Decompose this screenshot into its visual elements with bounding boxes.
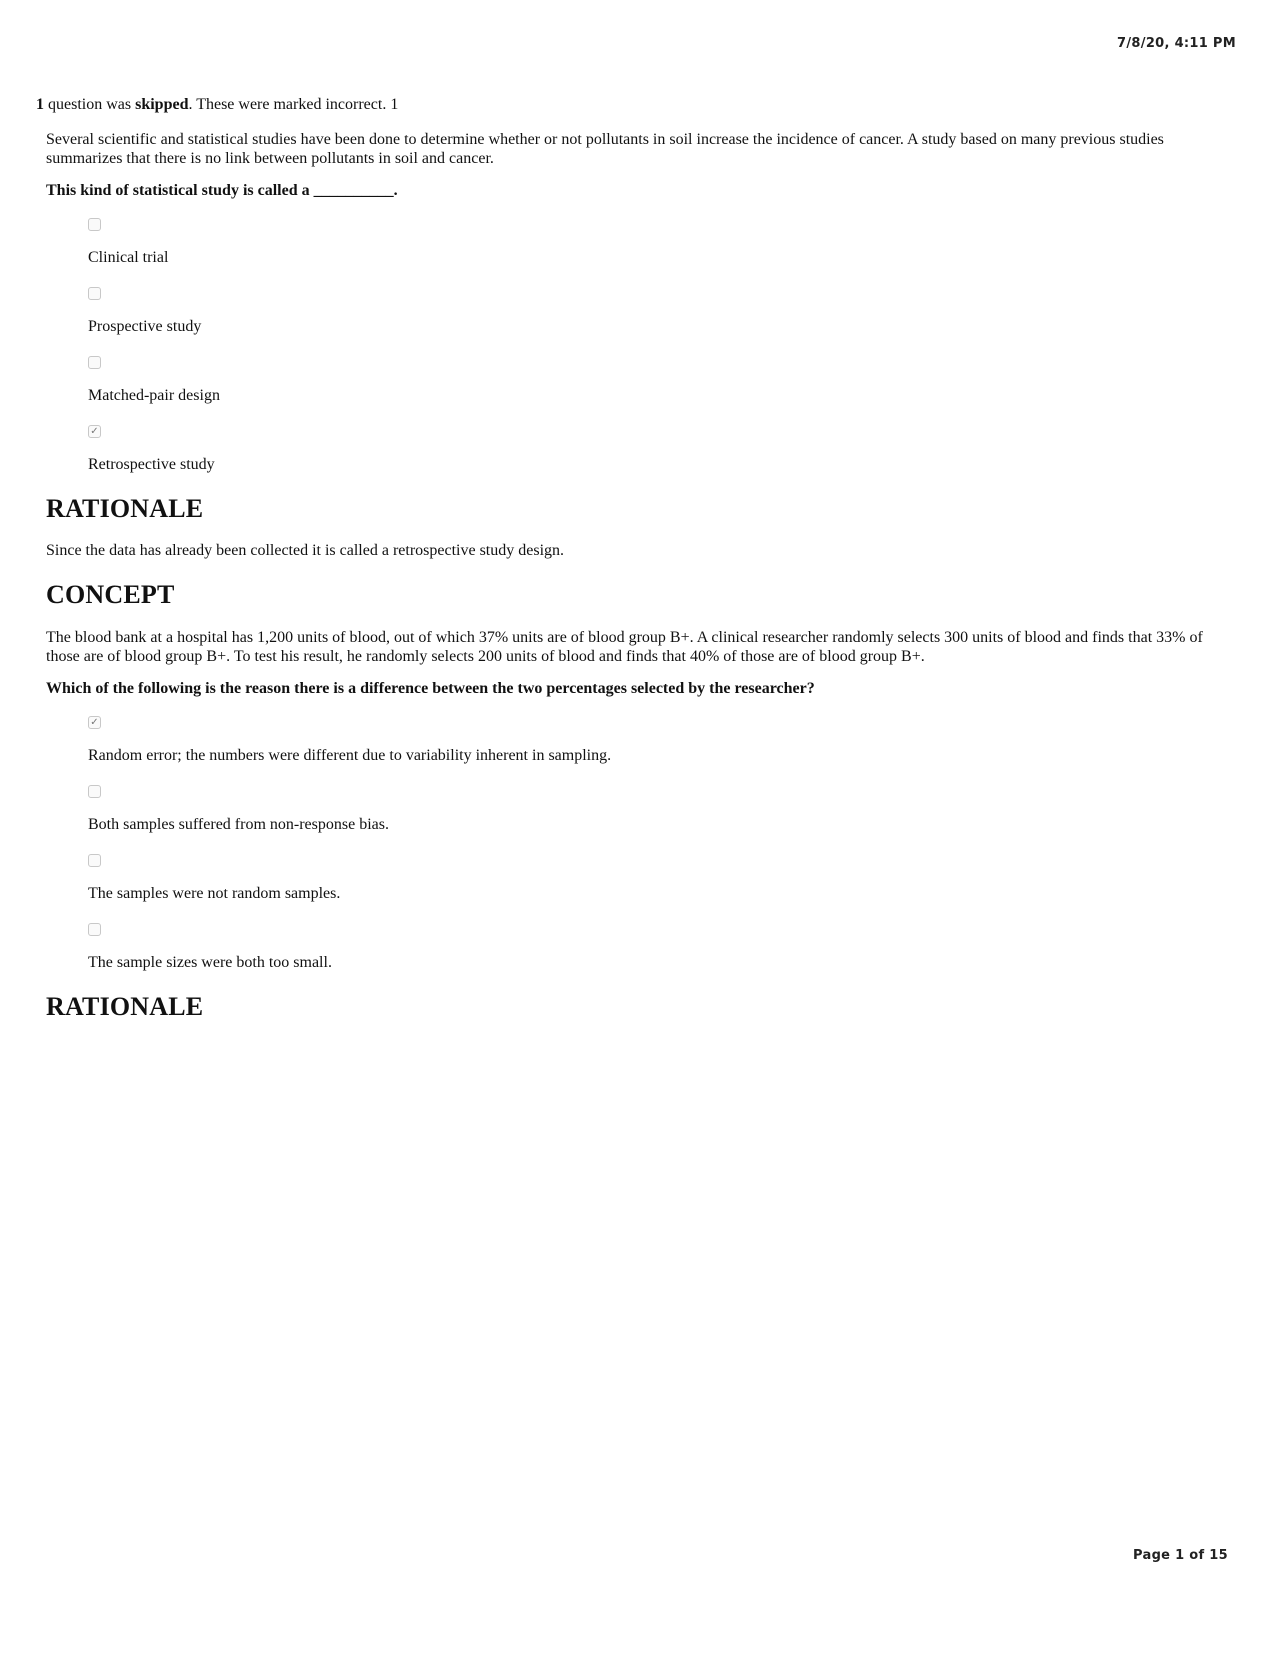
answer-checkbox[interactable] xyxy=(88,287,101,300)
checkmark-icon: ✓ xyxy=(90,425,99,437)
answer-checkbox[interactable] xyxy=(88,716,101,729)
answer-option xyxy=(88,854,1226,903)
question-1 xyxy=(46,130,1226,610)
skipped-word: skipped xyxy=(135,96,189,113)
skipped-text-before: question was xyxy=(44,96,136,113)
answer-label: Retrospective study xyxy=(88,456,215,473)
question-1-prompt: This kind of statistical study is called a __________. xyxy=(46,182,398,199)
skipped-count: 1 xyxy=(36,96,44,113)
answer-option xyxy=(88,785,1226,834)
question-2 xyxy=(46,628,1226,1022)
answer-checkbox[interactable] xyxy=(88,218,101,231)
question-1-text: Several scientific and statistical studies have been done to determine whether or not pollutants in soil increase the incidence of cancer. A study based on many previous studies summarizes that there is no link between pollutants in soil and cancer. xyxy=(46,131,1164,167)
answer-checkbox[interactable] xyxy=(88,923,101,936)
rationale-heading: RATIONALE xyxy=(46,992,204,1021)
concept-heading: CONCEPT xyxy=(46,580,175,609)
checkmark-icon: ✓ xyxy=(90,716,99,728)
skipped-summary xyxy=(36,96,1226,114)
quiz-content xyxy=(36,96,1226,1040)
answer-option xyxy=(88,716,1226,765)
answer-label: The samples were not random samples. xyxy=(88,885,341,902)
answer-label: Both samples suffered from non-response bias. xyxy=(88,816,389,833)
answer-option xyxy=(88,218,1226,267)
question-2-prompt: Which of the following is the reason there is a difference between the two percentages selected by the researcher? xyxy=(46,680,815,697)
answer-option xyxy=(88,356,1226,405)
answer-label: Matched-pair design xyxy=(88,387,220,404)
answer-checkbox[interactable] xyxy=(88,356,101,369)
question-2-options xyxy=(88,716,1226,972)
skipped-text-after: . These were marked incorrect. 1 xyxy=(188,96,399,113)
answer-label: Clinical trial xyxy=(88,249,169,266)
answer-label: Prospective study xyxy=(88,318,202,335)
answer-option xyxy=(88,425,1226,474)
question-1-options xyxy=(88,218,1226,474)
answer-option xyxy=(88,287,1226,336)
answer-checkbox[interactable] xyxy=(88,785,101,798)
answer-option xyxy=(88,923,1226,972)
print-datetime: 7/8/20, 4:11 PM xyxy=(1117,36,1236,51)
answer-label: Random error; the numbers were different due to variability inherent in sampling. xyxy=(88,747,612,764)
rationale-text: Since the data has already been collected it is called a retrospective study design. xyxy=(46,542,565,559)
answer-checkbox[interactable] xyxy=(88,425,101,438)
answer-checkbox[interactable] xyxy=(88,854,101,867)
question-2-text: The blood bank at a hospital has 1,200 units of blood, out of which 37% units are of blood group B+. A clinical researcher randomly selects 300 units of blood and finds that 33% of those are of blood group B+. To test his result, he randomly selects 200 units of blood and finds that 40% of those are of blood group B+. xyxy=(46,629,1203,665)
answer-label: The sample sizes were both too small. xyxy=(88,954,332,971)
rationale-heading: RATIONALE xyxy=(46,494,204,523)
page-number: Page 1 of 15 xyxy=(1133,1548,1228,1563)
